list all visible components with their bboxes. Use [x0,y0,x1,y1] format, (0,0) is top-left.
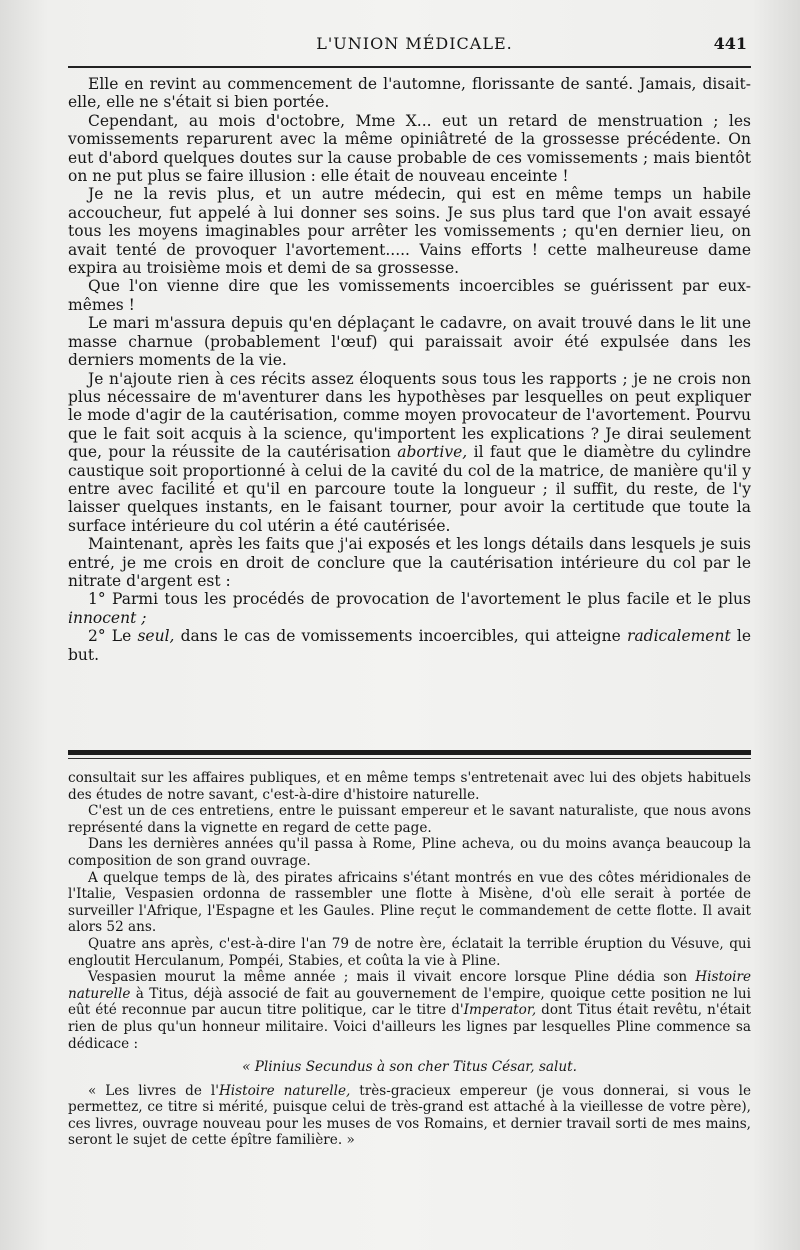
quoted-passage [68,1083,751,1149]
feuilleton-body [68,770,751,1149]
paragraph: Elle en revint au commencement de l'automne, florissante de santé. Jamais, disait-elle, elle ne s'était si bien portée. [68,75,751,112]
emphasis: Histoire naturelle, [218,1082,351,1099]
paragraph [68,370,751,536]
paragraph-text: dont Titus était revêtu, n'était rien de plus qu'un honneur militaire. Voici d'ailleurs les lignes par lesquelles Pline commence sa dédicace : [68,1002,751,1052]
page-number: 441 [713,34,747,53]
quote-text: « Les livres de l' [88,1082,219,1099]
item-text: 2° Le [88,627,138,646]
running-header [82,30,747,60]
paragraph: consultait sur les affaires publiques, et en même temps s'entretenait avec lui des objets habituels des études de notre savant, c'est-à-dire d'histoire naturelle. [68,770,751,803]
paragraph [68,969,751,1052]
emphasis: seul, [137,627,175,646]
emphasis: abortive, [397,443,468,462]
paragraph: Maintenant, après les faits que j'ai exposés et les longs détails dans lesquels je suis entré, je me crois en droit de conclure que la cautérisation intérieure du col par le nitrate d'argent est : [68,535,751,590]
emphasis: Imperator, [463,1002,537,1019]
paragraph: Je ne la revis plus, et un autre médecin, qui est en même temps un habile accoucheur, fut appelé à lui donner ses soins. Je sus plus tard que l'on avait essayé tous les moyens imaginables pour arrêter les vomissements ; qu'en dernier lieu, on avait tenté de provoquer l'avortement..... Vains efforts ! cette malheureuse dame expira au troisième mois et demi de sa grossesse. [68,185,751,278]
paragraph: C'est un de ces entretiens, entre le puissant empereur et le savant naturaliste, que nous avons représenté dans la vignette en regard de cette page. [68,803,751,836]
quote-text: très-gracieux empereur (je vous donnerai, si vous le permettez, ce titre si mérité, puisque celui de très-grand est attaché à la vieillesse de votre père), ces livres, ouvrage nouveau pour les muses de vos Romains, et dernier travail sorti de mes mains, seront le sujet de cette épître familière. » [68,1082,752,1149]
article-body [68,75,751,664]
emphasis: « Plinius Secundus à son cher Titus César, salut. [242,1059,577,1076]
separator-thick-rule [68,750,751,755]
conclusion-item-2 [68,627,751,664]
dedication-line [68,1059,751,1076]
emphasis: innocent ; [68,608,147,627]
emphasis: radicalement [627,627,731,646]
feuilleton-separator [68,750,751,759]
journal-title: L'UNION MÉDICALE. [316,34,513,53]
header-rule [68,66,751,68]
conclusion-item-1 [68,590,751,627]
paragraph: Cependant, au mois d'octobre, Mme X... eut un retard de menstruation ; les vomissements reparurent avec la même opiniâtreté de la grossesse précédente. On eut d'abord quelques doutes sur la cause probable de ces vomissements ; mais bientôt on ne put plus se faire illusion : elle était de nouveau enceinte ! [68,111,751,186]
paragraph-text: Vespasien mourut la même année ; mais il vivait encore lorsque Pline dédia son [88,969,696,986]
emphasis: Histoire naturelle [68,969,751,1002]
paragraph: A quelque temps de là, des pirates africains s'étant montrés en vue des côtes méridionales de l'Italie, Vespasien ordonna de rassembler une flotte à Misène, d'où elle serait à portée de surveiller l'Afrique, l'Espagne et les Gaules. Pline reçut le commandement de cette flotte. Il avait alors 52 ans. [68,869,751,936]
paragraph: Le mari m'assura depuis qu'en déplaçant le cadavre, on avait trouvé dans le lit une masse charnue (probablement l'œuf) qui paraissait avoir été expulsée dans les derniers moments de la vie. [68,314,751,370]
paragraph: Dans les dernières années qu'il passa à Rome, Pline acheva, ou du moins avança beaucoup la composition de son grand ouvrage. [68,836,751,869]
item-text: le but. [68,627,752,664]
item-text: dans le cas de vomissements incoercibles, qui atteigne [174,627,628,646]
paragraph-text: à Titus, déjà associé de fait au gouvernement de l'empire, quoique cette position ne lui eût été reconnue par aucun titre politique, car le titre d' [68,985,751,1019]
item-text: 1° Parmi tous les procédés de provocation de l'avortement le plus facile et le plus [88,590,751,609]
paragraph: Que l'on vienne dire que les vomissements incoercibles se guérissent par eux-mêmes ! [68,277,751,314]
paragraph-text: il faut que le diamètre du cylindre caustique soit proportionné à celui de la cavité du col de la matrice, de manière qu'il y entre avec facilité et qu'il en parcoure toute la longueur ; il suffit, du reste, de l'y laisser quelques instants, en le faisant tourner, pour avoir la certitude que toute la surface intérieure du col utérin a été cautérisée. [68,443,751,535]
paragraph: Quatre ans après, c'est-à-dire l'an 79 de notre ère, éclatait la terrible éruption du Vésuve, qui engloutit Herculanum, Pompéi, Stabies, et coûta la vie à Pline. [68,935,751,969]
paragraph-text: Je n'ajoute rien à ces récits assez éloquents sous tous les rapports ; je ne crois non plus nécessaire de m'aventurer dans les hypothèses par lesquelles on peut expliquer le mode d'agir de la cautérisation, comme moyen provocateur de l'avortement. Pourvu que le fait soit acquis à la science, qu'importent les explications ? Je dirai seulement que, pour la réussite de la cautérisation [68,369,751,462]
separator-thin-rule [68,758,751,759]
